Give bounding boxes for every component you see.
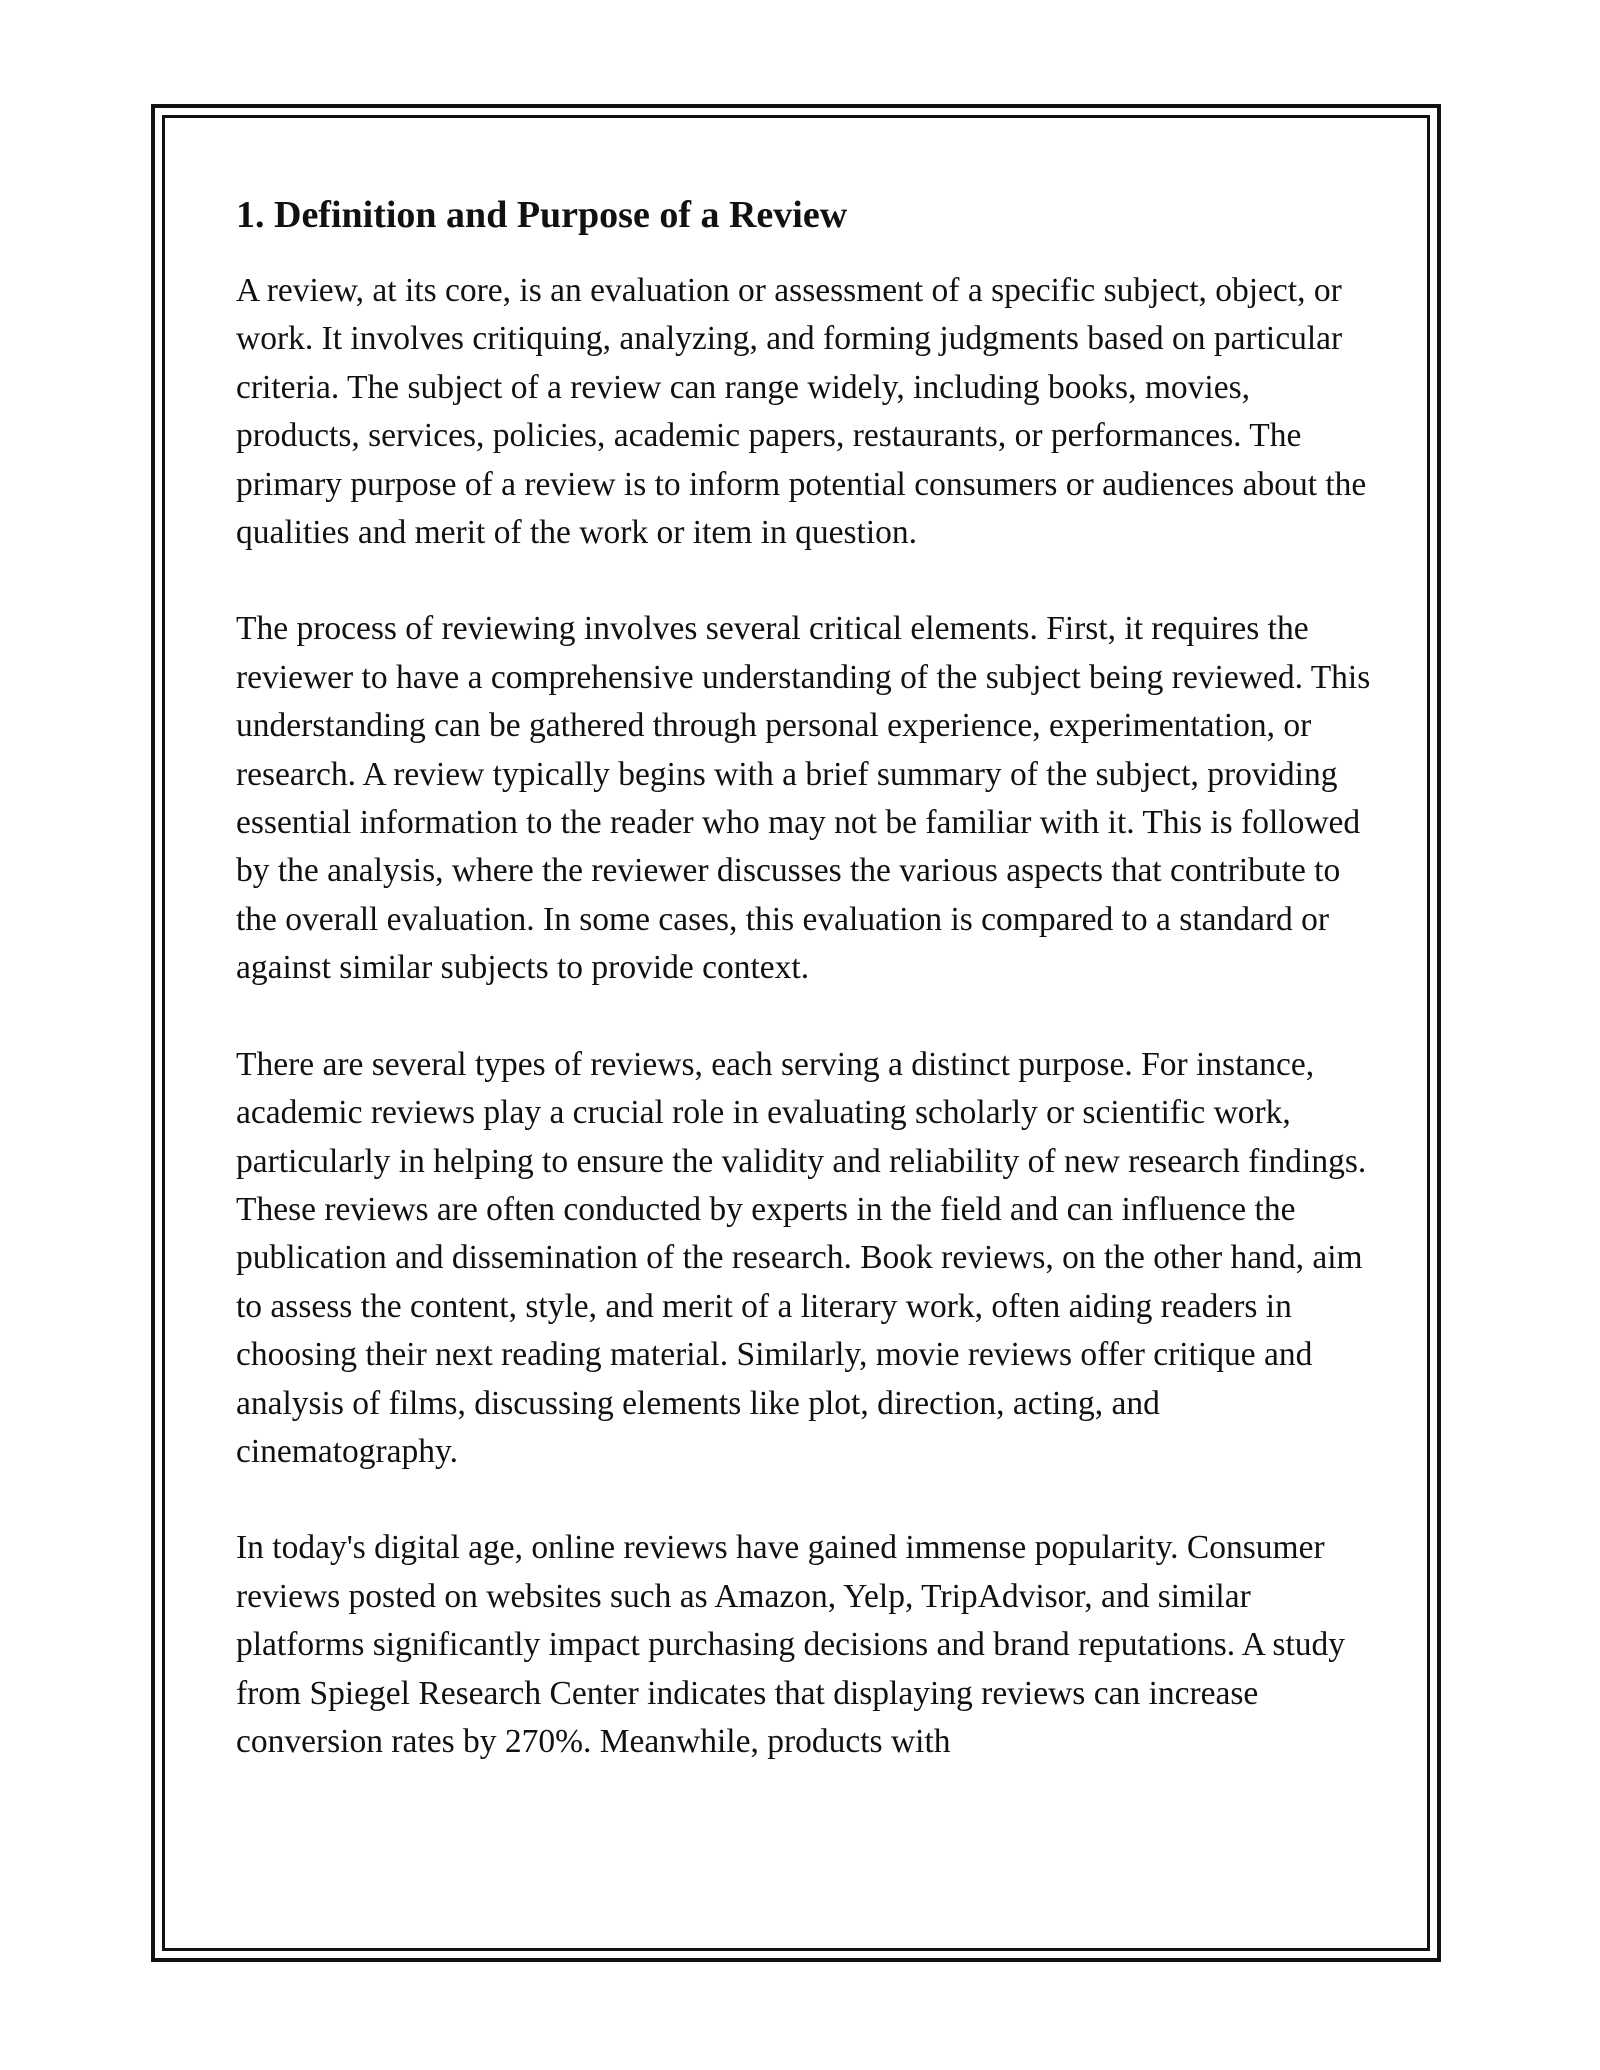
paragraph-process: The process of reviewing involves several critical elements. First, it requires the reviewer to have a comprehensive understanding of the subject being reviewed. This understanding can be gathered through personal experience, experimentation, or research. A review typically begins with a brief summary of the subject, providing essential information to the reader who may not be familiar with it. This is followed by the analysis, where the reviewer discusses the various aspects that contribute to the overall evaluation. In some cases, this evaluation is compared to a standard or against similar subjects to provide context.: [236, 610, 1371, 987]
section-heading: 1. Definition and Purpose of a Review: [236, 194, 848, 236]
document-body: [236, 185, 1376, 1814]
paragraph-definition: A review, at its core, is an evaluation or assessment of a specific subject, object, or work. It involves critiquing, analyzing, and forming judgments based on particular criteria. The subject of a review can range widely, including books, movies, products, services, policies, academic papers, restaurants, or performances. The primary purpose of a review is to inform potential consumers or audiences about the qualities and merit of the work or item in question.: [236, 272, 1367, 552]
paragraph-types: There are several types of reviews, each serving a distinct purpose. For instance, academic reviews play a crucial role in evaluating scholarly or scientific work, particularly in helping to ensure the validity and reliability of new research findings. These reviews are often conducted by experts in the field and can influence the publication and dissemination of the research. Book reviews, on the other hand, aim to assess the content, style, and merit of a literary work, often aiding readers in choosing their next reading material. Similarly, movie reviews offer critique and analysis of films, discussing elements like plot, direction, acting, and cinematography.: [236, 1045, 1367, 1470]
paragraph-online-reviews: In today's digital age, online reviews have gained immense popularity. Consumer reviews posted on websites such as Amazon, Yelp, TripAdvisor, and similar platforms significantly impact purchasing decisions and brand reputations. A study from Spiegel Research Center indicates that displaying reviews can increase conversion rates by 270%. Meanwhile, products with: [236, 1529, 1346, 1760]
